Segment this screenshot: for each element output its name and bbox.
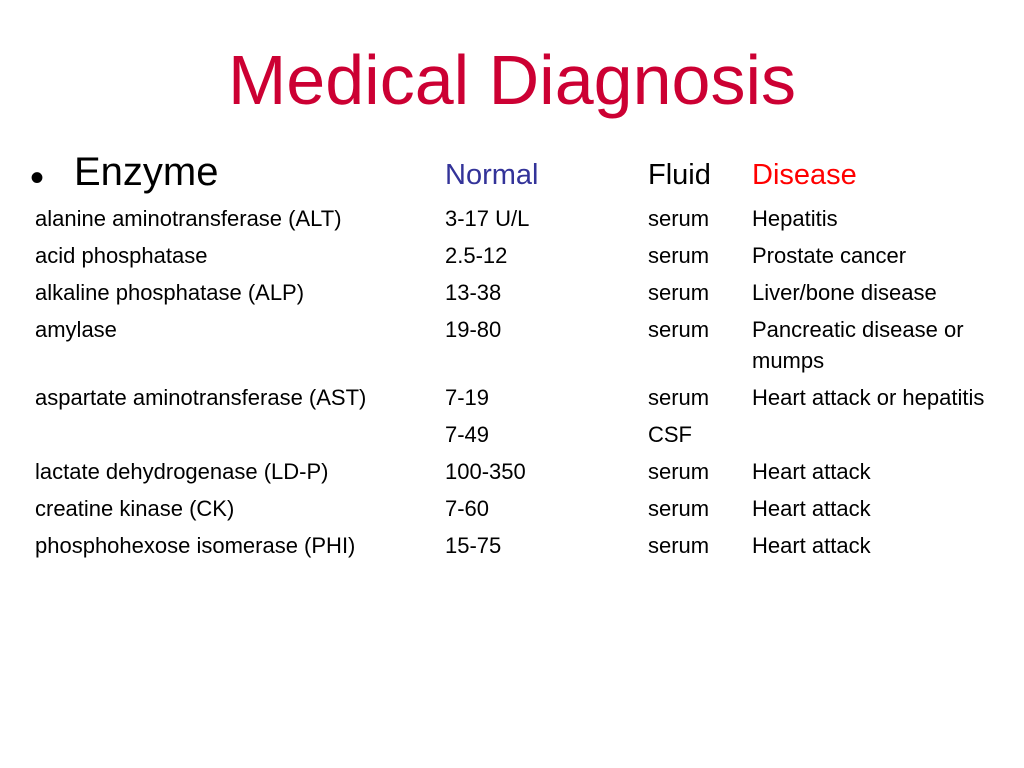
fluid-cell: serum [648, 206, 710, 231]
table-row [0, 493, 1024, 524]
normal-range-cell: 15-75 [445, 533, 502, 558]
enzyme-cell: aspartate aminotransferase (AST) [35, 385, 367, 410]
table-row [0, 530, 1024, 561]
normal-range-cell: 7-49 [445, 422, 490, 447]
enzyme-cell: alkaline phosphatase (ALP) [35, 280, 305, 305]
enzyme-cell: creatine kinase (CK) [35, 496, 235, 521]
table-row [0, 203, 1024, 234]
disease-cell: Heart attack [752, 496, 871, 521]
normal-range-cell: 13-38 [445, 280, 502, 305]
slide-title: Medical Diagnosis [227, 41, 797, 119]
fluid-cell: serum [648, 280, 710, 305]
table-row [0, 382, 1024, 413]
bullet-marker: • [30, 156, 45, 200]
enzyme-cell: phosphohexose isomerase (PHI) [35, 533, 356, 558]
table-row [0, 419, 1024, 450]
enzyme-column-header: Enzyme [74, 150, 219, 194]
disease-cell [752, 419, 1002, 450]
normal-column-header: Normal [445, 159, 539, 191]
fluid-cell: serum [648, 496, 710, 521]
normal-range-cell: 19-80 [445, 317, 502, 342]
normal-range-cell: 7-19 [445, 385, 490, 410]
disease-cell: Hepatitis [752, 206, 838, 231]
disease-cell: Heart attack [752, 533, 871, 558]
enzyme-cell: alanine aminotransferase (ALT) [35, 206, 342, 231]
normal-range-cell: 3-17 U/L [445, 206, 530, 231]
enzyme-table [0, 203, 1024, 567]
enzyme-cell: amylase [35, 317, 117, 342]
disease-cell: Heart attack or hepatitis [752, 385, 985, 410]
fluid-cell: serum [648, 243, 710, 268]
disease-cell: Prostate cancer [752, 243, 907, 268]
disease-cell: Pancreatic disease or mumps [752, 317, 964, 373]
enzyme-cell: acid phosphatase [35, 243, 208, 268]
normal-range-cell: 100-350 [445, 459, 526, 484]
fluid-column-header: Fluid [648, 159, 711, 191]
table-header [0, 148, 1024, 200]
disease-cell: Heart attack [752, 459, 871, 484]
fluid-cell: CSF [648, 422, 692, 447]
table-row [0, 314, 1024, 376]
disease-column-header: Disease [752, 159, 857, 191]
table-row [0, 240, 1024, 271]
fluid-cell: serum [648, 317, 710, 342]
enzyme-cell: lactate dehydrogenase (LD-P) [35, 459, 329, 484]
fluid-cell: serum [648, 459, 710, 484]
normal-range-cell: 7-60 [445, 496, 490, 521]
normal-range-cell: 2.5-12 [445, 243, 508, 268]
disease-cell: Liver/bone disease [752, 280, 937, 305]
table-row [0, 456, 1024, 487]
fluid-cell: serum [648, 385, 710, 410]
fluid-cell: serum [648, 533, 710, 558]
table-row [0, 277, 1024, 308]
